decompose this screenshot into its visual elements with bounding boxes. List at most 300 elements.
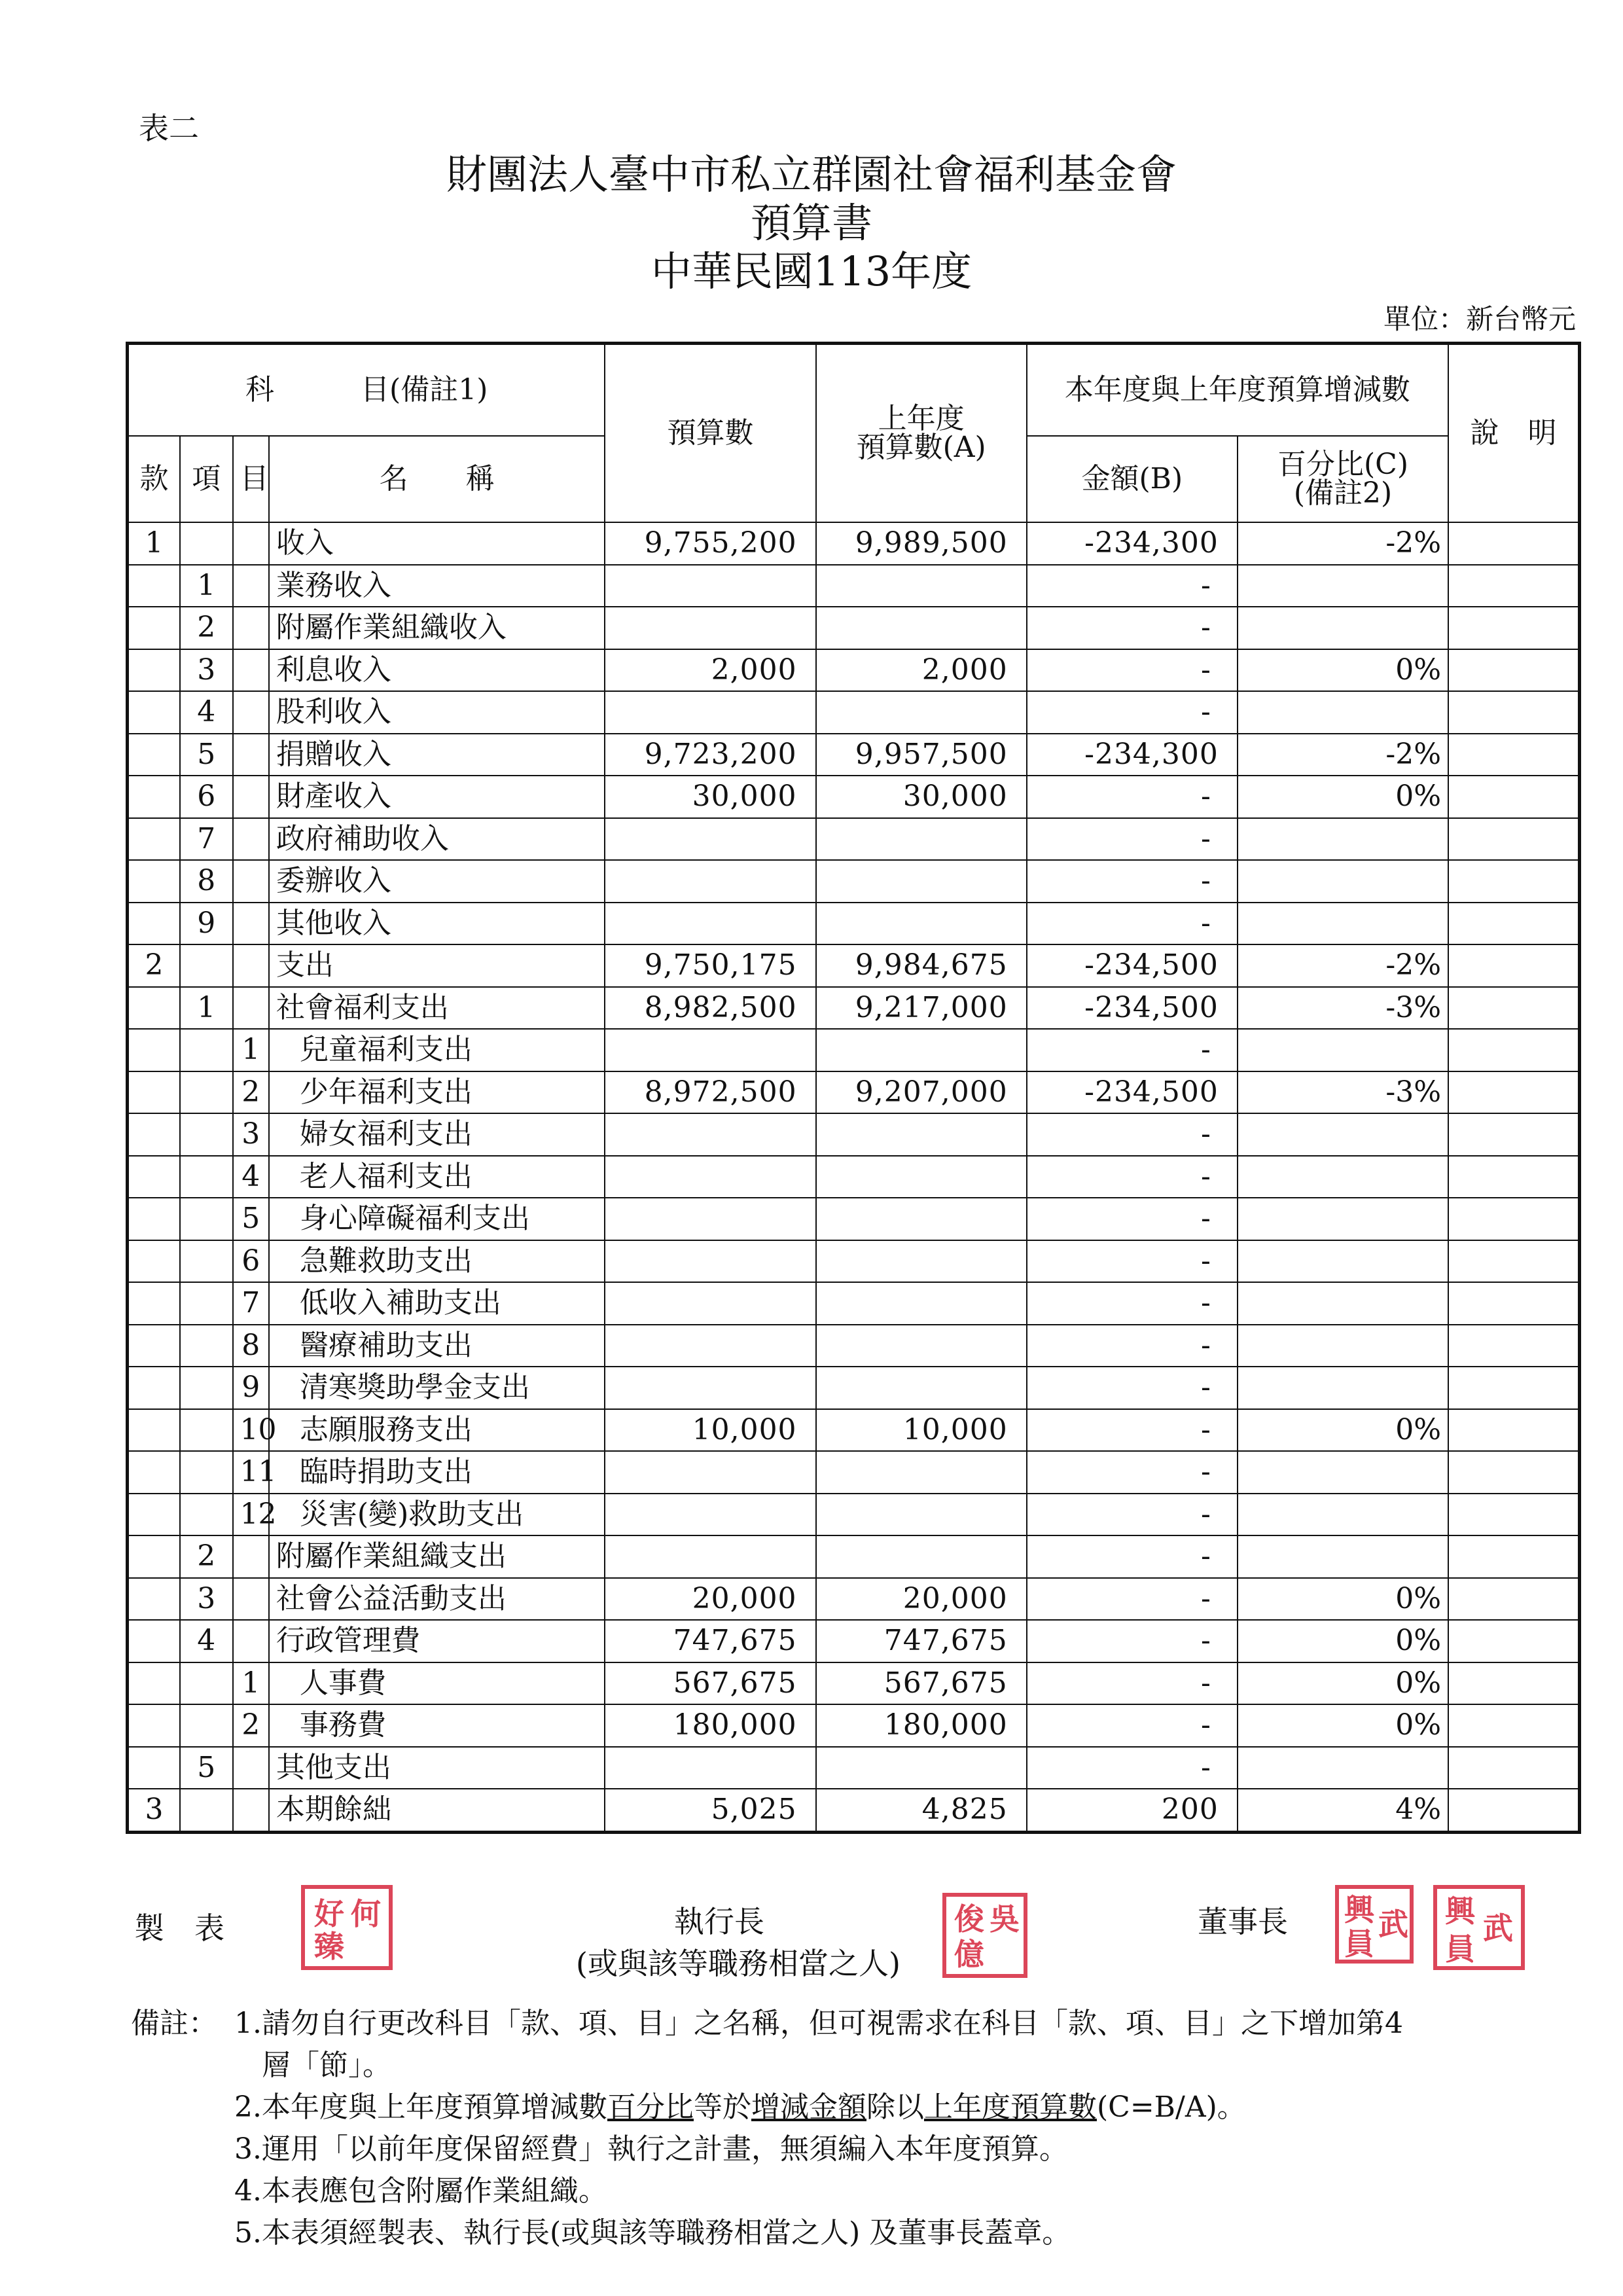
mu-cell [233, 565, 269, 607]
mu-cell [233, 987, 269, 1030]
percent-cell [1238, 565, 1448, 607]
kuan-cell [128, 691, 181, 734]
table-row [128, 1156, 1580, 1198]
kuan-cell [128, 607, 181, 649]
budget-cell: 2,000 [605, 649, 815, 692]
percent-cell [1238, 903, 1448, 945]
budget-cell: 180,000 [605, 1704, 815, 1747]
kuan-cell [128, 1620, 181, 1662]
table-row [128, 1071, 1580, 1114]
amount-cell: - [1027, 691, 1238, 734]
budget-cell: 8,972,500 [605, 1071, 815, 1114]
budget-cell [605, 1325, 815, 1367]
kuan-cell [128, 1156, 181, 1198]
table-row [128, 691, 1580, 734]
kuan-cell [128, 1578, 181, 1621]
name-cell: 災害(變)救助支出 [269, 1494, 605, 1536]
percent-cell: 0% [1238, 649, 1448, 692]
xiang-cell [180, 1071, 233, 1114]
percent-header [1238, 436, 1448, 522]
percent-cell: 0% [1238, 1409, 1448, 1452]
kuan-cell [128, 818, 181, 861]
subject-header: 科 目(備註1) [128, 344, 605, 437]
percent-cell [1238, 691, 1448, 734]
table-row [128, 734, 1580, 776]
budget-cell [605, 1240, 815, 1283]
prev-budget-cell [816, 1198, 1027, 1240]
name-cell: 身心障礙福利支出 [269, 1198, 605, 1240]
remark-cell [1448, 1071, 1579, 1114]
preparer-label: 製 表 [134, 1910, 224, 1946]
percent-cell [1238, 860, 1448, 903]
percent-cell: -2% [1238, 944, 1448, 987]
mu-cell [233, 691, 269, 734]
percent-cell [1238, 1451, 1448, 1494]
kuan-cell [128, 1704, 181, 1747]
amount-cell: - [1027, 1747, 1238, 1789]
budget-cell: 567,675 [605, 1662, 815, 1705]
table-row [128, 1240, 1580, 1283]
name-cell: 社會福利支出 [269, 987, 605, 1030]
prev-budget-cell [816, 1747, 1027, 1789]
amount-cell: - [1027, 1451, 1238, 1494]
table-row [128, 1029, 1580, 1071]
table-row [128, 1535, 1580, 1578]
prev-budget-cell [816, 607, 1027, 649]
percent-header-line2: (備註2) [1293, 476, 1393, 510]
xiang-cell: 9 [180, 903, 233, 945]
mu-cell [233, 1789, 269, 1832]
table-row [128, 987, 1580, 1030]
mu-cell: 6 [233, 1240, 269, 1283]
mu-cell: 7 [233, 1282, 269, 1325]
remark-cell [1448, 649, 1579, 692]
prev-budget-cell [816, 1113, 1027, 1156]
percent-cell: 0% [1238, 1662, 1448, 1705]
name-cell: 少年福利支出 [269, 1071, 605, 1114]
name-cell: 財產收入 [269, 776, 605, 818]
note-2-mid1: 等於 [693, 2090, 751, 2124]
name-cell: 業務收入 [269, 565, 605, 607]
amount-cell: - [1027, 1325, 1238, 1367]
note-2-u1: 百分比 [607, 2090, 694, 2124]
remark-cell [1448, 1240, 1579, 1283]
prev-budget-cell: 9,207,000 [816, 1071, 1027, 1114]
xiang-cell: 1 [180, 987, 233, 1030]
name-cell: 捐贈收入 [269, 734, 605, 776]
prev-budget-cell [816, 903, 1027, 945]
chairman-seal-1: 興 武 員 [1335, 1885, 1414, 1964]
note-2-mid2: 除以 [866, 2090, 924, 2124]
org-title: 財團法人臺中市私立群園社會福利基金會 [446, 151, 1177, 198]
table-row [128, 1662, 1580, 1705]
percent-cell: 0% [1238, 1704, 1448, 1747]
name-cell: 股利收入 [269, 691, 605, 734]
note-1-line-1: 1.請勿自行更改科目「款、項、目」之名稱，但可視需求在科目「款、項、目」之下增加第4 [234, 2007, 1403, 2040]
name-cell: 婦女福利支出 [269, 1113, 605, 1156]
prev-budget-cell [816, 1156, 1027, 1198]
percent-cell [1238, 1325, 1448, 1367]
prev-budget-cell [816, 1494, 1027, 1536]
name-cell: 醫療補助支出 [269, 1325, 605, 1367]
budget-cell [605, 607, 815, 649]
remark-cell [1448, 860, 1579, 903]
remark-cell [1448, 903, 1579, 945]
kuan-cell [128, 649, 181, 692]
xiang-cell: 4 [180, 691, 233, 734]
mu-cell [233, 1747, 269, 1789]
percent-cell: -3% [1238, 1071, 1448, 1114]
amount-cell: - [1027, 1156, 1238, 1198]
xiang-cell [180, 1789, 233, 1832]
note-5: 5.本表須經製表、執行長(或與該等職務相當之人) 及董事長蓋章。 [234, 2216, 1071, 2250]
prev-budget-cell [816, 818, 1027, 861]
remark-cell [1448, 1704, 1579, 1747]
percent-cell [1238, 1367, 1448, 1409]
amount-cell: - [1027, 818, 1238, 861]
amount-cell: - [1027, 1282, 1238, 1325]
kuan-cell [128, 776, 181, 818]
prev-budget-cell: 4,825 [816, 1789, 1027, 1832]
prev-budget-cell [816, 860, 1027, 903]
note-1-line-2: 層「節」。 [262, 2049, 391, 2082]
chairman-seal-2: 興 武 員 [1433, 1885, 1525, 1970]
remark-cell [1448, 1747, 1579, 1789]
table-row [128, 1198, 1580, 1240]
budget-cell: 9,723,200 [605, 734, 815, 776]
amount-cell: - [1027, 1409, 1238, 1452]
executive-seal: 吳 俊 億 [942, 1893, 1027, 1978]
prev-budget-cell [816, 1535, 1027, 1578]
budget-cell: 20,000 [605, 1578, 815, 1621]
name-cell: 臨時捐助支出 [269, 1451, 605, 1494]
amount-cell: - [1027, 1494, 1238, 1536]
amount-header: 金額(B) [1027, 436, 1238, 522]
budget-cell: 5,025 [605, 1789, 815, 1832]
xiang-cell: 3 [180, 1578, 233, 1621]
table-row [128, 1282, 1580, 1325]
name-cell: 其他支出 [269, 1747, 605, 1789]
budget-cell: 9,750,175 [605, 944, 815, 987]
mu-cell [233, 1535, 269, 1578]
table-row [128, 1747, 1580, 1789]
table-row [128, 607, 1580, 649]
amount-cell: - [1027, 607, 1238, 649]
kuan-cell [128, 1282, 181, 1325]
budget-cell: 747,675 [605, 1620, 815, 1662]
percent-cell [1238, 1198, 1448, 1240]
amount-cell: - [1027, 649, 1238, 692]
name-cell: 附屬作業組織收入 [269, 607, 605, 649]
prev-budget-cell: 30,000 [816, 776, 1027, 818]
percent-cell [1238, 607, 1448, 649]
remark-cell [1448, 1451, 1579, 1494]
amount-cell: - [1027, 1620, 1238, 1662]
name-cell: 利息收入 [269, 649, 605, 692]
name-cell: 清寒獎助學金支出 [269, 1367, 605, 1409]
mu-cell [233, 1620, 269, 1662]
prev-budget-cell [816, 1282, 1027, 1325]
budget-cell [605, 691, 815, 734]
percent-cell: 4% [1238, 1789, 1448, 1832]
mu-cell [233, 903, 269, 945]
percent-cell [1238, 1156, 1448, 1198]
mu-cell: 2 [233, 1071, 269, 1114]
xiang-cell [180, 1156, 233, 1198]
table-row [128, 1451, 1580, 1494]
name-cell: 附屬作業組織支出 [269, 1535, 605, 1578]
kuan-cell [128, 1367, 181, 1409]
remark-cell [1448, 1367, 1579, 1409]
percent-cell [1238, 1029, 1448, 1071]
budget-cell [605, 1494, 815, 1536]
mu-cell: 10 [233, 1409, 269, 1452]
name-cell: 委辦收入 [269, 860, 605, 903]
amount-cell: - [1027, 860, 1238, 903]
xiang-cell [180, 1282, 233, 1325]
diff-group-header: 本年度與上年度預算增減數 [1027, 344, 1448, 437]
amount-cell: - [1027, 776, 1238, 818]
percent-cell: 0% [1238, 776, 1448, 818]
name-cell: 政府補助收入 [269, 818, 605, 861]
xiang-cell [180, 1198, 233, 1240]
remark-cell [1448, 1282, 1579, 1325]
amount-cell: - [1027, 1367, 1238, 1409]
title-block [0, 151, 1623, 296]
note-3: 3.運用「以前年度保留經費」執行之計畫，無須編入本年度預算。 [234, 2132, 1068, 2166]
name-cell: 事務費 [269, 1704, 605, 1747]
mu-cell [233, 776, 269, 818]
mu-cell [233, 818, 269, 861]
name-cell: 社會公益活動支出 [269, 1578, 605, 1621]
kuan-cell [128, 1494, 181, 1536]
table-row [128, 1704, 1580, 1747]
name-cell: 收入 [269, 522, 605, 565]
table-row [128, 565, 1580, 607]
amount-cell: 200 [1027, 1789, 1238, 1832]
xiang-cell: 5 [180, 1747, 233, 1789]
xiang-cell: 5 [180, 734, 233, 776]
note-4: 4.本表應包含附屬作業組織。 [234, 2174, 607, 2208]
remark-cell [1448, 1578, 1579, 1621]
notes-lead: 備註： [131, 2007, 217, 2040]
percent-cell: 0% [1238, 1578, 1448, 1621]
kuan-cell [128, 903, 181, 945]
percent-cell: -2% [1238, 734, 1448, 776]
kuan-cell [128, 987, 181, 1030]
remark-cell [1448, 1620, 1579, 1662]
prev-budget-cell [816, 1451, 1027, 1494]
name-cell: 老人福利支出 [269, 1156, 605, 1198]
remark-cell [1448, 1494, 1579, 1536]
mu-cell: 11 [233, 1451, 269, 1494]
remark-cell [1448, 818, 1579, 861]
kuan-cell [128, 1113, 181, 1156]
budget-cell [605, 1156, 815, 1198]
xiang-cell [180, 1494, 233, 1536]
mu-cell: 12 [233, 1494, 269, 1536]
kuan-cell [128, 860, 181, 903]
percent-cell [1238, 1282, 1448, 1325]
remark-cell [1448, 944, 1579, 987]
kuan-cell [128, 1662, 181, 1705]
xiang-cell [180, 1367, 233, 1409]
chairman-label: 董事長 [1198, 1904, 1288, 1939]
mu-cell: 5 [233, 1198, 269, 1240]
mu-cell [233, 734, 269, 776]
kuan-cell [128, 1747, 181, 1789]
executive-sub-label: (或與該等職務相當之人) [576, 1946, 901, 1981]
remark-cell [1448, 1113, 1579, 1156]
mu-cell: 3 [233, 1113, 269, 1156]
table-label: 表二 [139, 111, 199, 146]
remark-cell [1448, 1662, 1579, 1705]
prev-budget-cell [816, 1325, 1027, 1367]
budget-cell [605, 1113, 815, 1156]
name-cell: 急難救助支出 [269, 1240, 605, 1283]
table-row [128, 1113, 1580, 1156]
prev-budget-cell: 9,984,675 [816, 944, 1027, 987]
xiang-cell [180, 1409, 233, 1452]
budget-cell [605, 1282, 815, 1325]
remark-cell [1448, 1789, 1579, 1832]
xiang-cell [180, 1325, 233, 1367]
remark-cell [1448, 1156, 1579, 1198]
remark-cell [1448, 1198, 1579, 1240]
kuan-cell [128, 1451, 181, 1494]
amount-cell: -234,300 [1027, 522, 1238, 565]
budget-cell [605, 860, 815, 903]
xiang-cell: 6 [180, 776, 233, 818]
budget-cell [605, 565, 815, 607]
doc-title: 預算書 [750, 199, 872, 247]
xiang-cell: 8 [180, 860, 233, 903]
mu-cell [233, 860, 269, 903]
kuan-cell [128, 565, 181, 607]
prev-budget-cell: 567,675 [816, 1662, 1027, 1705]
table-row [128, 903, 1580, 945]
amount-cell: - [1027, 1198, 1238, 1240]
table-row [128, 1367, 1580, 1409]
prev-budget-cell: 20,000 [816, 1578, 1027, 1621]
table-row [128, 944, 1580, 987]
percent-cell: 0% [1238, 1620, 1448, 1662]
note-2-u3: 上年度預算數 [923, 2090, 1097, 2124]
percent-cell: -2% [1238, 522, 1448, 565]
amount-cell: - [1027, 1535, 1238, 1578]
name-header: 名 稱 [269, 436, 605, 522]
budget-table [126, 342, 1581, 1834]
prev-budget-cell [816, 1029, 1027, 1071]
amount-cell: - [1027, 1240, 1238, 1283]
percent-cell [1238, 1535, 1448, 1578]
prev-budget-cell: 747,675 [816, 1620, 1027, 1662]
note-2-pre: 2.本年度與上年度預算增減數 [234, 2090, 607, 2124]
notes-section [131, 2003, 1584, 2254]
table-row [128, 818, 1580, 861]
prev-budget-cell [816, 1240, 1027, 1283]
name-cell: 兒童福利支出 [269, 1029, 605, 1071]
name-cell: 本期餘絀 [269, 1789, 605, 1832]
budget-header: 預算數 [605, 344, 815, 523]
prev-budget-cell: 180,000 [816, 1704, 1027, 1747]
kuan-cell [128, 1071, 181, 1114]
table-row [128, 1409, 1580, 1452]
amount-cell: -234,500 [1027, 944, 1238, 987]
prev-budget-cell: 9,989,500 [816, 522, 1027, 565]
name-cell: 低收入補助支出 [269, 1282, 605, 1325]
prev-budget-header-line1: 上年度 [878, 402, 965, 435]
percent-header-line1: 百分比(C) [1277, 448, 1408, 481]
percent-cell [1238, 1747, 1448, 1789]
remark-cell [1448, 734, 1579, 776]
remark-cell [1448, 1409, 1579, 1452]
prev-budget-cell [816, 691, 1027, 734]
amount-cell: -234,500 [1027, 1071, 1238, 1114]
prev-budget-cell: 2,000 [816, 649, 1027, 692]
kuan-cell [128, 1409, 181, 1452]
mu-cell: 8 [233, 1325, 269, 1367]
note-2 [131, 2087, 1584, 2128]
budget-cell: 10,000 [605, 1409, 815, 1452]
xiang-cell [180, 1662, 233, 1705]
amount-cell: - [1027, 1578, 1238, 1621]
prev-budget-cell: 9,957,500 [816, 734, 1027, 776]
remark-cell [1448, 1535, 1579, 1578]
kuan-cell [128, 1325, 181, 1367]
remark-cell [1448, 522, 1579, 565]
remark-cell [1448, 1029, 1579, 1071]
prev-budget-cell: 10,000 [816, 1409, 1027, 1452]
table-row [128, 1494, 1580, 1536]
table-row [128, 1325, 1580, 1367]
xiang-cell [180, 1240, 233, 1283]
xiang-cell [180, 522, 233, 565]
header-row-1 [128, 344, 1580, 437]
note-2-u2: 增減金額 [751, 2090, 866, 2124]
percent-cell [1238, 1240, 1448, 1283]
table-row [128, 649, 1580, 692]
remark-cell [1448, 607, 1579, 649]
name-cell: 行政管理費 [269, 1620, 605, 1662]
percent-cell: -3% [1238, 987, 1448, 1030]
xiang-cell [180, 944, 233, 987]
kuan-cell: 1 [128, 522, 181, 565]
amount-cell: - [1027, 565, 1238, 607]
table-row [128, 522, 1580, 565]
mu-cell: 1 [233, 1662, 269, 1705]
remark-cell [1448, 691, 1579, 734]
kuan-cell: 2 [128, 944, 181, 987]
xiang-cell [180, 1451, 233, 1494]
prev-budget-cell [816, 1367, 1027, 1409]
executive-label: 執行長 [674, 1904, 764, 1939]
name-cell: 其他收入 [269, 903, 605, 945]
mu-cell [233, 944, 269, 987]
xiang-cell: 3 [180, 649, 233, 692]
budget-cell [605, 1367, 815, 1409]
unit-label: 單位：新台幣元 [1383, 303, 1576, 335]
table-row [128, 776, 1580, 818]
xiang-cell [180, 1113, 233, 1156]
percent-cell [1238, 1113, 1448, 1156]
kuan-header: 款 [128, 436, 181, 522]
amount-cell: -234,300 [1027, 734, 1238, 776]
mu-cell [233, 607, 269, 649]
percent-cell [1238, 1494, 1448, 1536]
mu-cell [233, 522, 269, 565]
xiang-cell: 1 [180, 565, 233, 607]
